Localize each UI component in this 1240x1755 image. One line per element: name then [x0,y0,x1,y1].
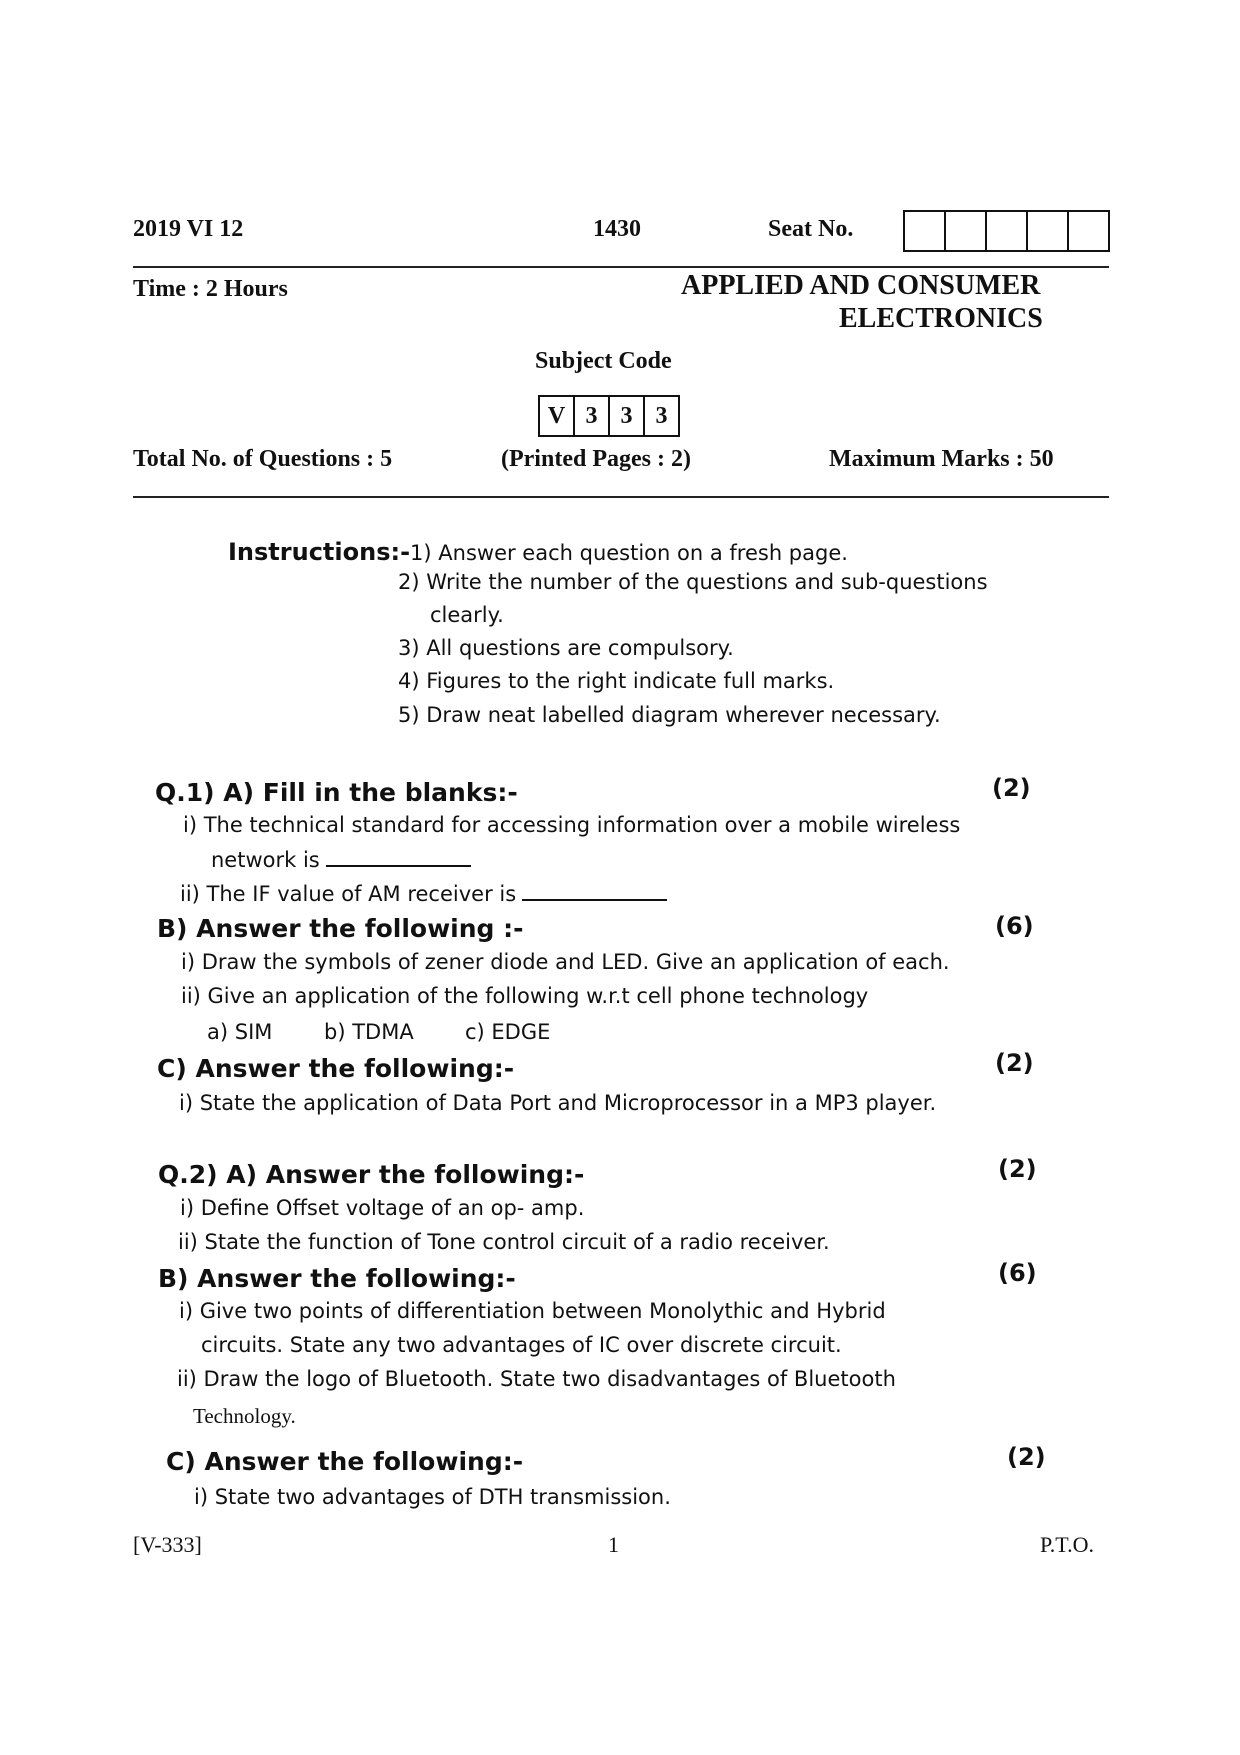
instructions-label: Instructions:- [228,538,411,566]
instruction-item: 1) Answer each question on a fresh page. [410,541,848,565]
instruction-item: clearly. [430,603,504,627]
subject-title-line2: ELECTRONICS [839,303,1043,334]
fill-blank [326,847,471,867]
q1b-item-2: ii) Give an application of the following w.r.t cell phone technology [181,984,869,1008]
header-rule-top [133,266,1109,268]
subject-title-line1: APPLIED AND CONSUMER [681,270,1041,301]
q1c-heading: C) Answer the following:- [157,1054,515,1083]
total-questions: Total No. of Questions : 5 [133,446,393,472]
q1a-item-1-line2 [211,847,471,872]
footer-paper-code: [V-333] [133,1532,202,1557]
subject-code-char: 3 [575,397,610,435]
q2b-item-1-line1: i) Give two points of differentiation between Monolythic and Hybrid [179,1299,886,1323]
exam-time: Time : 2 Hours [133,276,288,302]
q1a-item-2-text: ii) The IF value of AM receiver is [180,882,517,906]
fill-blank [522,881,667,901]
subject-code-char: 3 [610,397,645,435]
q2b-heading: B) Answer the following:- [158,1264,516,1293]
seat-number-label: Seat No. [768,216,854,242]
q2c-marks: (2) [1007,1443,1046,1471]
q1c-marks: (2) [995,1049,1034,1077]
q1a-heading: Q.1) A) Fill in the blanks:- [155,778,518,807]
q2a-item-2: ii) State the function of Tone control circuit of a radio receiver. [178,1230,830,1254]
instruction-item: 5) Draw neat labelled diagram wherever necessary. [398,703,941,727]
subject-code-char: 3 [655,403,668,429]
q2b-item-2-line1: ii) Draw the logo of Bluetooth. State two disadvantages of Bluetooth [177,1367,896,1391]
q1c-item-1: i) State the application of Data Port and Microprocessor in a MP3 player. [179,1091,937,1115]
q1b-option-c: c) EDGE [465,1020,551,1044]
exam-year-code: 2019 VI 12 [133,216,244,242]
seat-number-boxes [903,210,1110,252]
q2b-item-2-line2: Technology. [193,1404,296,1428]
paper-number: 1430 [593,216,641,242]
q2a-marks: (2) [998,1155,1037,1183]
q1a-marks: (2) [992,774,1031,802]
q2c-item-1: i) State two advantages of DTH transmission. [194,1485,671,1509]
subject-code-boxes [538,395,680,437]
q2b-item-1-line2: circuits. State any two advantages of IC over discrete circuit. [201,1333,842,1357]
seat-box [946,212,987,250]
q1b-marks: (6) [995,912,1034,940]
q2a-heading: Q.2) A) Answer the following:- [158,1160,585,1189]
seat-box [987,212,1028,250]
subject-code-char: V [540,397,575,435]
subject-code-label: Subject Code [535,348,672,374]
q2c-heading: C) Answer the following:- [166,1447,524,1476]
seat-box [1028,212,1069,250]
maximum-marks: Maximum Marks : 50 [829,446,1054,472]
instruction-item: 4) Figures to the right indicate full marks. [398,669,835,693]
seat-box [905,212,946,250]
printed-pages: (Printed Pages : 2) [501,446,691,472]
instructions-block [228,538,848,566]
footer-page-number: 1 [608,1532,619,1557]
q1a-item-1-text: network is [211,848,320,872]
seat-box [1069,212,1108,250]
q2b-marks: (6) [998,1259,1037,1287]
q1b-option-a: a) SIM [207,1020,273,1044]
instruction-item: 3) All questions are compulsory. [398,636,734,660]
q1b-item-1: i) Draw the symbols of zener diode and LED. Give an application of each. [181,950,950,974]
q2a-item-1: i) Define Offset voltage of an op- amp. [180,1196,585,1220]
q1b-heading: B) Answer the following :- [157,914,524,943]
q1a-item-2 [180,881,667,906]
instruction-item: 2) Write the number of the questions and sub-questions [398,570,988,594]
footer-pto: P.T.O. [1040,1532,1094,1557]
q1b-option-b: b) TDMA [324,1020,414,1044]
header-rule-bottom [133,496,1109,498]
q1a-item-1-line1: i) The technical standard for accessing information over a mobile wireless [183,813,961,837]
